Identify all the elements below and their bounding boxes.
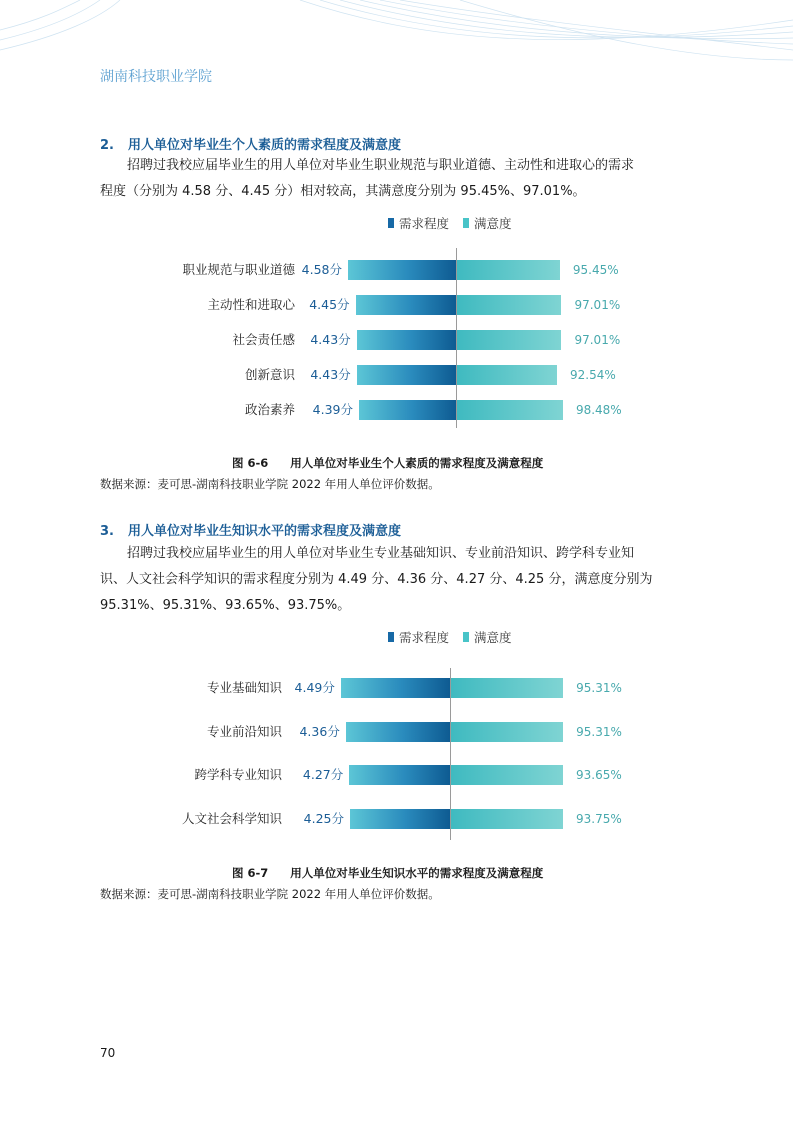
figure-caption-text: 用人单位对毕业生个人素质的需求程度及满意程度 [290, 456, 544, 470]
chart-row [0, 365, 793, 385]
paragraph-line: 招聘过我校应届毕业生的用人单位对毕业生专业基础知识、专业前沿知识、跨学科专业知 [127, 546, 635, 561]
demand-value-label: 4.27分 [302, 767, 344, 782]
demand-bar [356, 295, 456, 315]
section-heading-2 [100, 134, 401, 153]
demand-value-label: 4.43分 [310, 332, 351, 347]
satisfaction-bar [451, 765, 563, 785]
demand-value-label: 4.45分 [309, 297, 350, 312]
legend-swatch-satisfaction [463, 218, 469, 228]
chart-row [0, 678, 793, 698]
demand-bar [357, 330, 456, 350]
demand-bar [357, 365, 456, 385]
paragraph-line: 程度（分别为 4.58 分、4.45 分）相对较高，其满意度分别为 95.45%、97.01%。 [100, 184, 586, 199]
section-title: 用人单位对毕业生个人素质的需求程度及满意度 [128, 138, 402, 153]
chart-row [0, 330, 793, 350]
demand-bar [346, 722, 450, 742]
category-label: 跨学科专业知识 [194, 767, 282, 782]
demand-bar [350, 809, 450, 829]
category-label: 政治素养 [244, 402, 295, 417]
paragraph-line: 招聘过我校应届毕业生的用人单位对毕业生职业规范与职业道德、主动性和进取心的需求 [127, 158, 635, 173]
paragraph-3-cont2 [100, 593, 693, 619]
legend-swatch-demand [388, 218, 394, 228]
paragraph-2 [100, 153, 693, 179]
legend-item-demand [388, 214, 449, 232]
demand-bar [349, 765, 450, 785]
chart-row [0, 400, 793, 420]
figure-caption-6-7 [232, 865, 543, 881]
satisfaction-value-label: 95.31% [576, 681, 622, 695]
page-number: 70 [100, 1046, 116, 1060]
chart-row [0, 295, 793, 315]
satisfaction-value-label: 93.65% [576, 768, 622, 782]
section-heading-3 [100, 520, 401, 539]
demand-bar [348, 260, 456, 280]
satisfaction-value-label: 93.75% [576, 811, 622, 826]
demand-bar [341, 678, 450, 698]
category-label: 社会责任感 [232, 332, 295, 347]
paragraph-3-cont [100, 567, 693, 593]
chart-row [0, 722, 793, 742]
demand-bar [359, 400, 456, 420]
satisfaction-value-label: 97.01% [574, 333, 621, 347]
satisfaction-value-label: 97.01% [574, 298, 621, 312]
figure-caption-6-6 [232, 455, 543, 471]
legend-item-demand [388, 628, 449, 646]
chart-row [0, 260, 793, 280]
category-label: 主动性和进取心 [207, 297, 295, 312]
category-label: 创新意识 [244, 367, 295, 382]
figure-source-6-7: 数据来源：麦可思-湖南科技职业学院 2022 年用人单位评价数据。 [100, 887, 440, 901]
header-title: 湖南科技职业学院 [100, 69, 212, 85]
figure-number: 图 6-6 [232, 456, 269, 470]
category-label: 专业前沿知识 [206, 723, 282, 739]
legend-swatch-satisfaction [463, 632, 469, 642]
demand-value-label: 4.49分 [294, 680, 335, 695]
legend-label-demand: 需求程度 [399, 630, 450, 645]
category-label: 人文社会科学知识 [181, 810, 282, 826]
satisfaction-bar [451, 722, 563, 742]
chart-row [0, 765, 793, 785]
demand-value-label: 4.25分 [303, 810, 344, 826]
demand-value-label: 4.36分 [299, 723, 340, 739]
satisfaction-bar [457, 365, 557, 385]
demand-value-label: 4.39分 [312, 402, 353, 417]
legend-label-satisfaction: 满意度 [474, 630, 512, 645]
section-number: 2. [100, 138, 114, 153]
satisfaction-bar [457, 295, 561, 315]
demand-value-label: 4.58分 [301, 262, 342, 277]
legend-label-demand: 需求程度 [399, 216, 450, 231]
paragraph-2-cont [100, 179, 693, 205]
satisfaction-bar [457, 400, 563, 420]
category-label: 职业规范与职业道德 [182, 262, 295, 277]
figure-caption-text: 用人单位对毕业生知识水平的需求程度及满意程度 [290, 866, 544, 880]
chart2-legend [388, 628, 512, 646]
satisfaction-bar [457, 330, 561, 350]
chart1-legend [388, 214, 512, 232]
figure-source-6-6: 数据来源：麦可思-湖南科技职业学院 2022 年用人单位评价数据。 [100, 477, 440, 491]
legend-swatch-demand [388, 632, 394, 642]
figure-number: 图 6-7 [232, 866, 269, 880]
satisfaction-value-label: 92.54% [570, 368, 616, 382]
legend-item-satisfaction [463, 628, 512, 646]
paragraph-line: 识、人文社会科学知识的需求程度分别为 4.49 分、4.36 分、4.27 分、4.25 分，满意度分别为 [100, 572, 653, 587]
satisfaction-bar [457, 260, 560, 280]
section-number: 3. [100, 524, 114, 539]
demand-value-label: 4.43分 [310, 367, 351, 382]
paragraph-line: 95.31%、95.31%、93.65%、93.75%。 [100, 598, 351, 613]
chart-row [0, 809, 793, 829]
satisfaction-value-label: 95.31% [576, 724, 622, 739]
header-wave-decoration [0, 0, 793, 70]
satisfaction-bar [451, 809, 563, 829]
satisfaction-value-label: 95.45% [572, 263, 619, 277]
legend-label-satisfaction: 满意度 [474, 216, 512, 231]
satisfaction-bar [451, 678, 563, 698]
legend-item-satisfaction [463, 214, 512, 232]
category-label: 专业基础知识 [206, 680, 282, 695]
paragraph-3 [100, 541, 693, 567]
satisfaction-value-label: 98.48% [575, 403, 622, 417]
section-title: 用人单位对毕业生知识水平的需求程度及满意度 [128, 524, 402, 539]
